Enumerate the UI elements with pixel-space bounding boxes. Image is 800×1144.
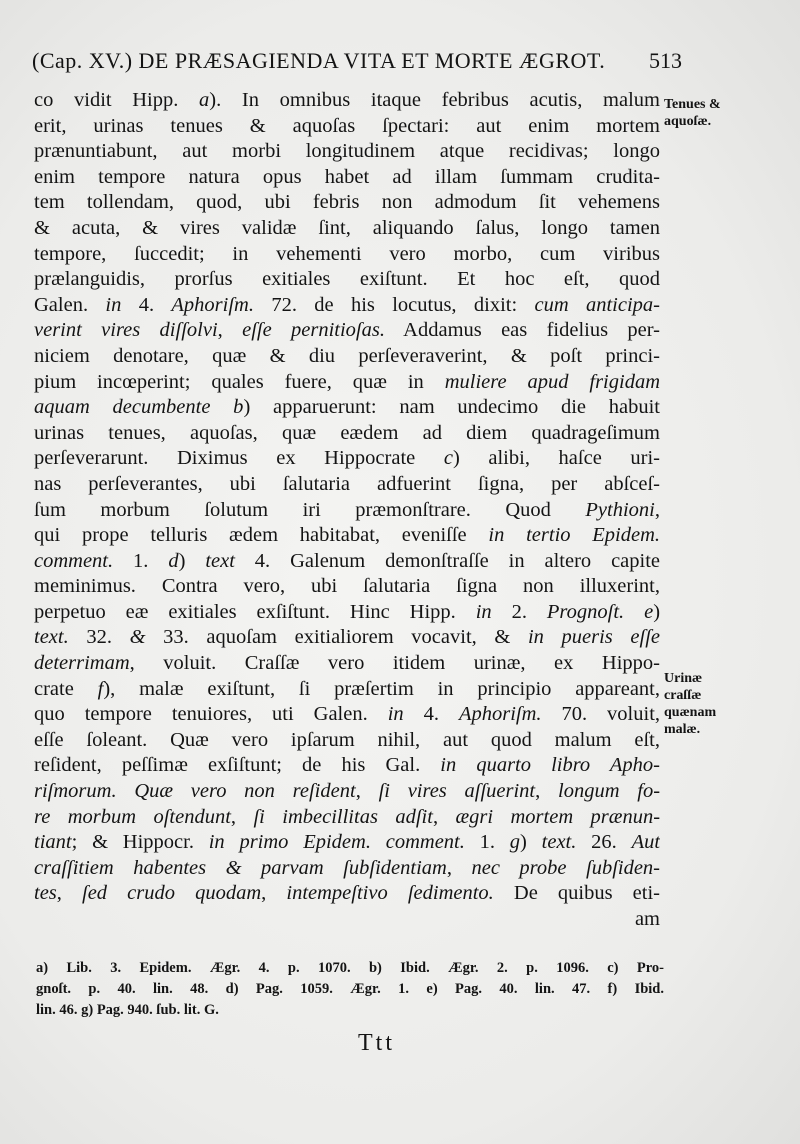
text-run: 4. Galenum demonſtraſſe in altero capite (234, 549, 660, 572)
margin-note-line: malæ. (664, 722, 701, 737)
text-run: , voluit. Craſſæ vero itidem urinæ, ex Hippo- (129, 652, 660, 675)
italic-run: cum anticipa- (534, 293, 660, 316)
text-run: 2. (491, 600, 547, 623)
italic-run: in primo Epidem. comment. (208, 831, 465, 854)
italic-run: text (205, 549, 235, 572)
text-line (34, 88, 660, 114)
italic-run: Prognoſt. e (546, 600, 654, 623)
margin-note-line: craſſæ (664, 688, 702, 703)
text-line (34, 677, 660, 703)
text-run: quo tempore tenuiores, uti Galen. (34, 703, 388, 726)
text-run: niciem denotare, quæ & diu perſeveraverint, & poſt princi- (34, 344, 660, 367)
italic-run: g (509, 831, 521, 854)
italic-run: Aphoriſm. (171, 293, 254, 316)
text-run: urinas tenues, aquoſas, quæ eædem ad diem quadrageſimum (34, 421, 660, 444)
text-line (34, 370, 660, 396)
text-line (34, 805, 660, 831)
text-line (34, 830, 660, 856)
text-run: & acuta, & vires validæ ſint, aliquando ſalus, longo tamen (34, 216, 660, 239)
italic-run: craſſitiem habentes & parvam ſubſidentiam (34, 856, 447, 879)
text-line (34, 421, 660, 447)
text-run: perpetuo eæ exitiales exſiſtunt. Hinc Hipp. (34, 600, 476, 623)
italic-run: in quarto libro Apho- (440, 754, 660, 777)
text-run: ) (178, 549, 206, 572)
text-line (34, 779, 660, 805)
text-run: , (654, 498, 660, 521)
italic-run: longum fo- (558, 780, 660, 803)
text-run: pium incœperint; quales fuere, quæ in (34, 370, 445, 393)
italic-run: aquam decumbente b (34, 396, 244, 419)
italic-run: c (443, 447, 453, 470)
text-line (34, 472, 660, 498)
text-run: , (535, 780, 559, 803)
text-line (34, 446, 660, 472)
text-run: erit, urinas tenues & aquoſas ſpectari: aut enim mortem (34, 114, 660, 137)
text-run: De quibus eti- (493, 882, 660, 905)
text-line (34, 856, 660, 882)
text-run: 33. aquoſam exitialiorem vocavit, & (145, 626, 528, 649)
text-run: Galen. (34, 293, 106, 316)
margin-note-line: aquoſæ. (664, 114, 712, 129)
text-line (34, 907, 660, 933)
text-line (34, 881, 660, 907)
text-line (34, 523, 660, 549)
body-text (34, 88, 660, 933)
text-line (34, 114, 660, 140)
text-run: 1. (464, 831, 510, 854)
text-run: , (261, 882, 287, 905)
text-line (34, 139, 660, 165)
italic-run: deterrimam (34, 652, 130, 675)
text-run: prælanguidis, prorſus exitiales exiſtunt. Et hoc eſt, quod (34, 268, 660, 291)
text-run: , (230, 805, 254, 828)
text-run: 32. (68, 626, 130, 649)
text-run: , (56, 882, 83, 905)
italic-run: Aphoriſm. (458, 703, 542, 726)
italic-run: Pythioni (585, 498, 655, 521)
text-run: 4. (403, 703, 459, 726)
text-line (34, 625, 660, 651)
running-head: (Cap. XV.) DE PRÆSAGIENDA VITA ET MORTE ÆGROT. (32, 48, 606, 73)
text-line (34, 318, 660, 344)
footnote-line: lin. 46. g) Pag. 940. ſub. lit. G. (36, 1002, 219, 1018)
text-run: tempore, ſuccedit; in vehementi vero morbo, cum viribus (34, 242, 660, 265)
text-run: , (217, 319, 243, 342)
italic-run: eſſe pernitioſas. (242, 319, 385, 342)
text-run: enim tempore natura opus habet ad illam ſummam crudita- (34, 165, 660, 188)
footnote-line: gnoſt. p. 40. lin. 48. d) Pag. 1059. Ægr. 1. e) Pag. 40. lin. 47. f) Ibid. (36, 981, 664, 997)
text-line (34, 165, 660, 191)
text-run: ), malæ exiſtunt, ſi præſertim in principio appareant, (103, 677, 660, 700)
text-line (34, 498, 660, 524)
italic-run: re morbum oſtendunt (34, 805, 231, 828)
text-line (34, 651, 660, 677)
italic-run: intempeſtivo ſedimento. (286, 882, 494, 905)
italic-run: muliere apud frigidam (444, 370, 660, 393)
italic-run: in (475, 600, 492, 623)
text-run: tem tollendam, quod, ubi febris non admodum ſit vehemens (34, 191, 660, 214)
text-run: , (432, 805, 456, 828)
italic-run: in (387, 703, 404, 726)
italic-run: Aut (631, 831, 660, 854)
footnote-line: a) Lib. 3. Epidem. Ægr. 4. p. 1070. b) Ibid. Ægr. 2. p. 1096. c) Pro- (36, 960, 664, 976)
text-run: perſeverarunt. Diximus ex Hippocrate (34, 447, 444, 470)
text-run: crate (34, 677, 98, 700)
italic-run: ſi vires aſſuerint (378, 780, 536, 803)
text-line (34, 395, 660, 421)
text-run: qui prope telluris ædem habitabat, eveniſſe (34, 524, 489, 547)
italic-run: verint vires diſſolvi (34, 319, 218, 342)
text-line (34, 242, 660, 268)
italic-run: comment. (34, 549, 114, 572)
italic-run: riſmorum. Quæ vero non reſident (34, 780, 356, 803)
italic-run: ægri mortem prænun- (455, 805, 660, 828)
margin-note-urinae (664, 670, 796, 738)
text-run: ) (653, 600, 660, 623)
text-run: 72. de his locutus, dixit: (253, 293, 535, 316)
italic-run: in (105, 293, 122, 316)
text-run: 70. voluit, (541, 703, 660, 726)
text-run: am (634, 908, 660, 930)
text-run: ). In omnibus itaque febribus acutis, malum (209, 89, 660, 111)
italic-run: & (129, 626, 146, 649)
page-header (32, 48, 682, 88)
text-run: co vidit Hipp. (34, 89, 200, 111)
italic-run: nec probe ſubſiden- (471, 856, 660, 879)
text-run: eſſe ſoleant. Quæ vero ipſarum nihil, aut quod malum eſt, (34, 728, 660, 751)
text-run: , (355, 780, 379, 803)
footnotes (36, 958, 664, 1021)
italic-run: text. (34, 626, 69, 649)
italic-run: f (97, 677, 104, 700)
italic-run: tiant (34, 831, 72, 854)
text-line (34, 728, 660, 754)
italic-run: in pueris eſſe (527, 626, 660, 649)
text-line (34, 293, 660, 319)
text-run: reſident, peſſimæ exſiſtunt; de his Gal. (34, 754, 441, 777)
italic-run: d (168, 549, 179, 572)
margin-note-line: Tenues & (664, 97, 721, 112)
text-line (34, 549, 660, 575)
italic-run: text. (541, 831, 577, 854)
text-run: nas perſeverantes, ubi ſalutaria adfuerint ſigna, per abſceſ- (34, 472, 660, 495)
italic-run: in tertio Epidem. (488, 524, 660, 547)
margin-note-line: quænam (664, 705, 717, 720)
text-run: 1. (113, 549, 169, 572)
text-line (34, 267, 660, 293)
text-run: ; & Hippocr. (71, 831, 209, 854)
italic-run: ſed crudo quodam (82, 882, 262, 905)
text-line (34, 574, 660, 600)
text-line (34, 702, 660, 728)
text-run: , (446, 856, 472, 879)
italic-run: tes (34, 882, 57, 905)
text-line (34, 344, 660, 370)
text-run: prænuntiabunt, aut morbi longitudinem atque recidivas; longo (34, 140, 660, 163)
text-line (34, 216, 660, 242)
text-run: ſum morbum ſolutum iri præmonſtrare. Quod (34, 498, 586, 521)
margin-note-tenues (664, 96, 796, 130)
text-run: 4. (121, 293, 172, 316)
text-line (34, 753, 660, 779)
text-run: 26. (576, 831, 632, 854)
italic-run: a (199, 89, 210, 111)
text-line (34, 190, 660, 216)
text-line (34, 600, 660, 626)
text-run: ) alibi, haſce uri- (452, 447, 660, 470)
text-run: ) apparuerunt: nam undecimo die habuit (243, 396, 660, 419)
page-number: 513 (649, 48, 682, 73)
text-run: Addamus eas fidelius per- (384, 319, 660, 342)
signature-mark: Ttt (358, 1030, 395, 1056)
text-run: meminimus. Contra vero, ubi ſalutaria ſigna non illuxerint, (34, 575, 660, 598)
italic-run: ſi imbecillitas adſit (253, 805, 433, 828)
text-run: ) (520, 831, 542, 854)
margin-note-line: Urinæ (664, 671, 703, 686)
